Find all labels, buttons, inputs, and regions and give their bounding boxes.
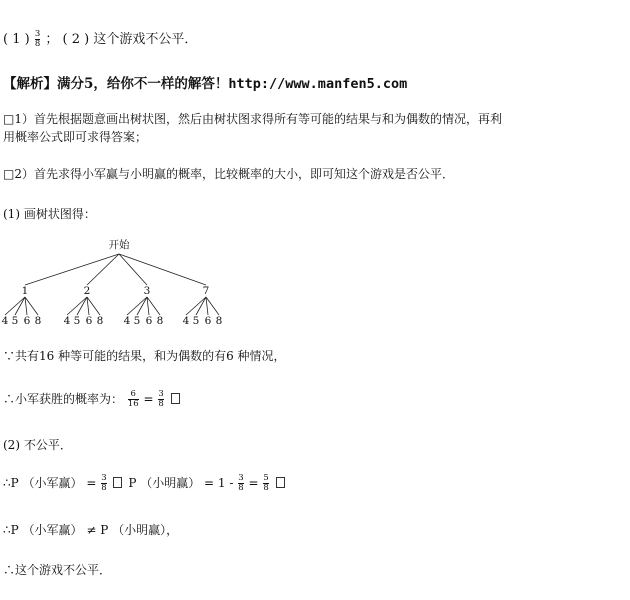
placeholder-box-icon — [276, 477, 285, 488]
tree-node-level2: 6 — [204, 315, 212, 327]
placeholder-box-icon — [171, 393, 180, 404]
tree-edge — [5, 297, 25, 315]
tree-edge — [137, 297, 147, 315]
part2-title: (2) 不公平． — [3, 438, 72, 452]
tree-node-level1: 3 — [143, 285, 151, 297]
tree-node-level2: 6 — [85, 315, 93, 327]
probability-fraction-2: $\frac{3}{8}$ — [158, 389, 164, 409]
analysis-header — [3, 72, 407, 92]
probability-line — [3, 390, 182, 409]
answer-part1-label: ( 1 ) — [3, 32, 30, 47]
not-equal-line: ∴P （小军赢） ≠ P （小明赢）， — [3, 523, 179, 537]
tree-second-level — [2, 315, 223, 327]
tree-edge — [186, 297, 206, 315]
probability-prefix: ∴小军获胜的概率为： — [3, 392, 124, 406]
tree-node-level2: 4 — [1, 315, 9, 327]
answer-fraction: $\frac{3}{8}$ — [34, 29, 41, 49]
placeholder-box-icon — [113, 477, 122, 488]
compare-line — [3, 474, 287, 493]
tree-edge — [67, 297, 87, 315]
analysis-url: http://www.manfen5.com — [228, 76, 408, 92]
tree-node-level1: 2 — [83, 285, 91, 297]
step1-line2: 用概率公式即可求得答案； — [3, 130, 148, 144]
tree-edge — [119, 254, 206, 285]
compare-fraction-1: $\frac{3}{8}$ — [101, 473, 107, 493]
tree-edge — [25, 254, 119, 285]
tree-node-level2: 5 — [11, 315, 19, 327]
compare-fraction-2: $\frac{3}{8}$ — [238, 473, 244, 493]
probability-equals: = — [143, 392, 154, 406]
tree-edges — [5, 254, 219, 315]
compare-a: ∴P （小军赢） = — [3, 476, 97, 490]
tree-first-level — [22, 285, 210, 297]
analysis-title: 【解析】满分5，给你不一样的解答！ — [3, 76, 229, 92]
tree-node-level2: 4 — [182, 315, 190, 327]
compare-fraction-3: $\frac{5}{8}$ — [263, 473, 269, 493]
tree-node-level2: 6 — [23, 315, 31, 327]
tree-edge — [87, 254, 119, 285]
tree-edge — [196, 297, 206, 315]
part1-title: (1) 画树状图得： — [3, 207, 96, 221]
tree-node-level2: 4 — [63, 315, 71, 327]
tree-node-level2: 6 — [145, 315, 153, 327]
tree-node-level2: 4 — [123, 315, 131, 327]
step2-line: □2）首先求得小军赢与小明赢的概率，比较概率的大小，即可知这个游戏是否公平． — [3, 167, 454, 181]
compare-b: P （小明赢） = 1 - — [128, 476, 234, 490]
tree-node-level1: 1 — [21, 285, 29, 297]
step1-line1: □1）首先根据题意画出树状图，然后由树状图求得所有等可能的结果与和为偶数的情况，再利 — [3, 112, 502, 126]
tree-edge — [15, 297, 25, 315]
tree-diagram — [0, 236, 250, 334]
conclusion-line: ∴这个游戏不公平． — [3, 563, 112, 577]
tree-node-level2: 8 — [34, 315, 42, 327]
answer-separator: ； — [45, 32, 59, 47]
probability-fraction-1: $\frac{6}{16}$ — [127, 389, 139, 409]
answer-line — [3, 28, 197, 49]
tree-node-level1: 7 — [202, 285, 210, 297]
tree-node-level2: 5 — [133, 315, 141, 327]
tree-node-level2: 8 — [215, 315, 223, 327]
compare-equals: = — [248, 476, 259, 490]
tree-node-level2: 5 — [73, 315, 81, 327]
answer-part2: ( 2 ) 这个游戏不公平． — [62, 32, 198, 47]
tree-node-level2: 5 — [192, 315, 200, 327]
tree-root-label: 开始 — [108, 239, 130, 251]
tree-node-level2: 8 — [156, 315, 164, 327]
tree-edge — [127, 297, 147, 315]
total-outcomes-line: ∵共有16 种等可能的结果，和为偶数的有6 种情况， — [3, 349, 286, 363]
tree-edge — [77, 297, 87, 315]
tree-node-level2: 8 — [96, 315, 104, 327]
